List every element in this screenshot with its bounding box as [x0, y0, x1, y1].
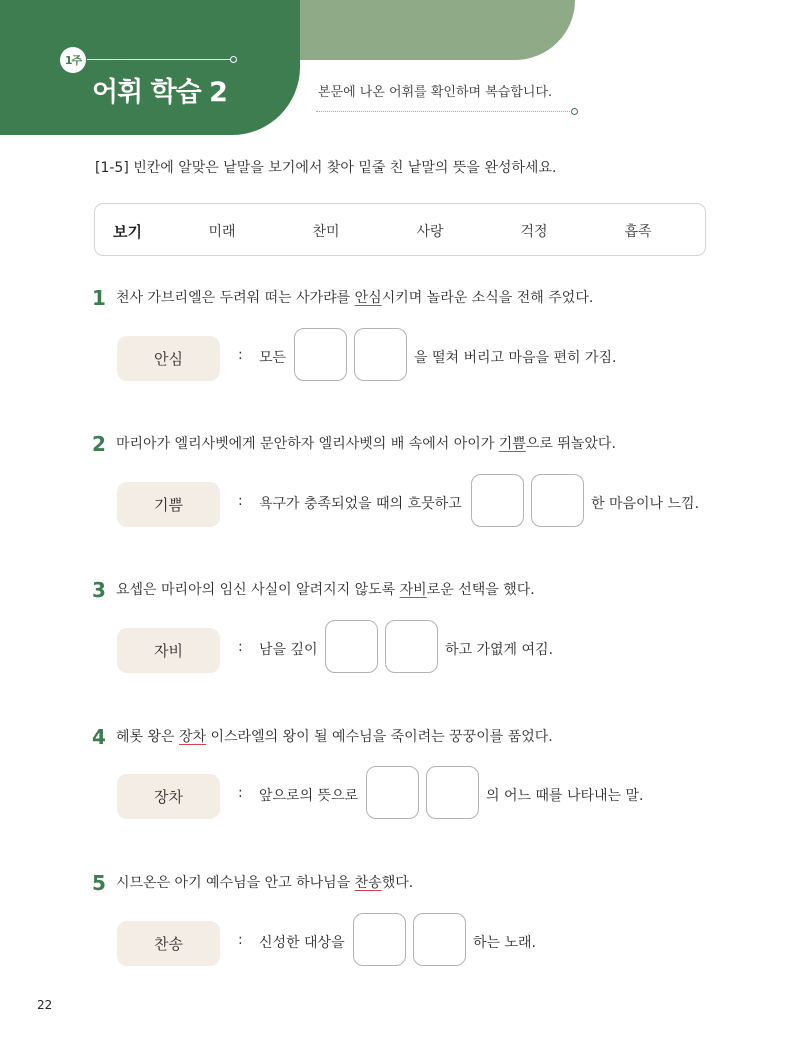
word-bank-item: 흡족 [624, 224, 652, 240]
word-bank-box [94, 203, 706, 256]
header-decor-line [87, 59, 231, 60]
question-number: 2 [92, 432, 106, 456]
week-badge: 1주 [60, 47, 86, 73]
vocab-word-box: 기쁨 [117, 482, 220, 527]
sentence-text: 헤롯 왕은 [116, 729, 179, 745]
definition-text: 욕구가 충족되었을 때의 흐뭇하고 [259, 496, 462, 512]
colon: : [238, 932, 243, 948]
sentence-text: 시키며 놀라운 소식을 전해 주었다. [381, 290, 594, 306]
question-number: 1 [92, 286, 106, 310]
question-number: 4 [92, 725, 106, 749]
header-banner [0, 0, 300, 135]
word-bank-item: 미래 [208, 224, 236, 240]
section-subtitle: 본문에 나온 어휘를 확인하며 복습합니다. [318, 85, 553, 100]
section-title: 어휘 학습 2 [92, 77, 227, 108]
word-bank-item: 걱정 [520, 224, 548, 240]
question-sentence [116, 289, 593, 307]
question-sentence [116, 874, 413, 892]
vocab-word-box: 찬송 [117, 921, 220, 966]
question-sentence [116, 435, 616, 453]
answer-blank-box[interactable] [385, 620, 438, 673]
sentence-text: 요셉은 마리아의 임신 사실이 알려지지 않도록 [116, 582, 400, 598]
answer-blank-box[interactable] [426, 766, 479, 819]
underlined-word: 장차 [179, 729, 207, 745]
definition-text: 하고 가엾게 여김. [445, 642, 554, 658]
question-number: 3 [92, 578, 106, 602]
page-number: 22 [37, 998, 53, 1012]
word-bank-item: 사랑 [416, 224, 444, 240]
definition-text: 앞으로의 뜻으로 [259, 788, 359, 804]
vocab-word-box: 안심 [117, 336, 220, 381]
definition-text: 모든 [259, 350, 287, 366]
colon: : [238, 347, 243, 363]
answer-blank-box[interactable] [366, 766, 419, 819]
answer-blank-box[interactable] [294, 328, 347, 381]
question-number: 5 [92, 871, 106, 895]
answer-blank-box[interactable] [353, 913, 406, 966]
definition-text: 의 어느 때를 나타내는 말. [486, 788, 644, 804]
colon: : [238, 785, 243, 801]
subtitle-decor-dot [571, 108, 578, 115]
sentence-text: 했다. [381, 875, 414, 891]
instruction: [1-5] 빈칸에 알맞은 낱말을 보기에서 찾아 밑줄 친 낱말의 뜻을 완성하세요. [95, 160, 557, 176]
vocab-word-box: 자비 [117, 628, 220, 673]
answer-blank-box[interactable] [471, 474, 524, 527]
answer-blank-box[interactable] [325, 620, 378, 673]
definition-text: 신성한 대상을 [259, 935, 345, 951]
sentence-text: 으로 뛰놀았다. [525, 436, 616, 452]
colon: : [238, 639, 243, 655]
answer-blank-box[interactable] [413, 913, 466, 966]
word-bank-item: 찬미 [312, 224, 340, 240]
answer-blank-box[interactable] [354, 328, 407, 381]
sentence-text: 로운 선택을 했다. [426, 582, 535, 598]
header-decor-dot [230, 56, 237, 63]
underlined-word: 찬송 [354, 875, 382, 891]
definition-text: 한 마음이나 느낌. [591, 496, 700, 512]
underlined-word: 기쁨 [498, 436, 526, 452]
definition-text: 남을 깊이 [259, 642, 318, 658]
question-sentence [116, 728, 553, 746]
sentence-text: 시므온은 아기 예수님을 안고 하나님을 [116, 875, 355, 891]
colon: : [238, 493, 243, 509]
definition-text: 을 떨쳐 버리고 마음을 편히 가짐. [414, 350, 617, 366]
underlined-word: 자비 [399, 582, 427, 598]
underlined-word: 안심 [354, 290, 382, 306]
sentence-text: 마리아가 엘리사벳에게 문안하자 엘리사벳의 배 속에서 아이가 [116, 436, 499, 452]
word-bank-label: 보기 [113, 223, 142, 241]
sentence-text: 이스라엘의 왕이 될 예수님을 죽이려는 꿍꿍이를 품었다. [206, 729, 553, 745]
subtitle-dotted-line [316, 111, 572, 112]
vocab-word-box: 장차 [117, 774, 220, 819]
question-sentence [116, 581, 535, 599]
answer-blank-box[interactable] [531, 474, 584, 527]
definition-text: 하는 노래. [473, 935, 536, 951]
sentence-text: 천사 가브리엘은 두려워 떠는 사가랴를 [116, 290, 355, 306]
